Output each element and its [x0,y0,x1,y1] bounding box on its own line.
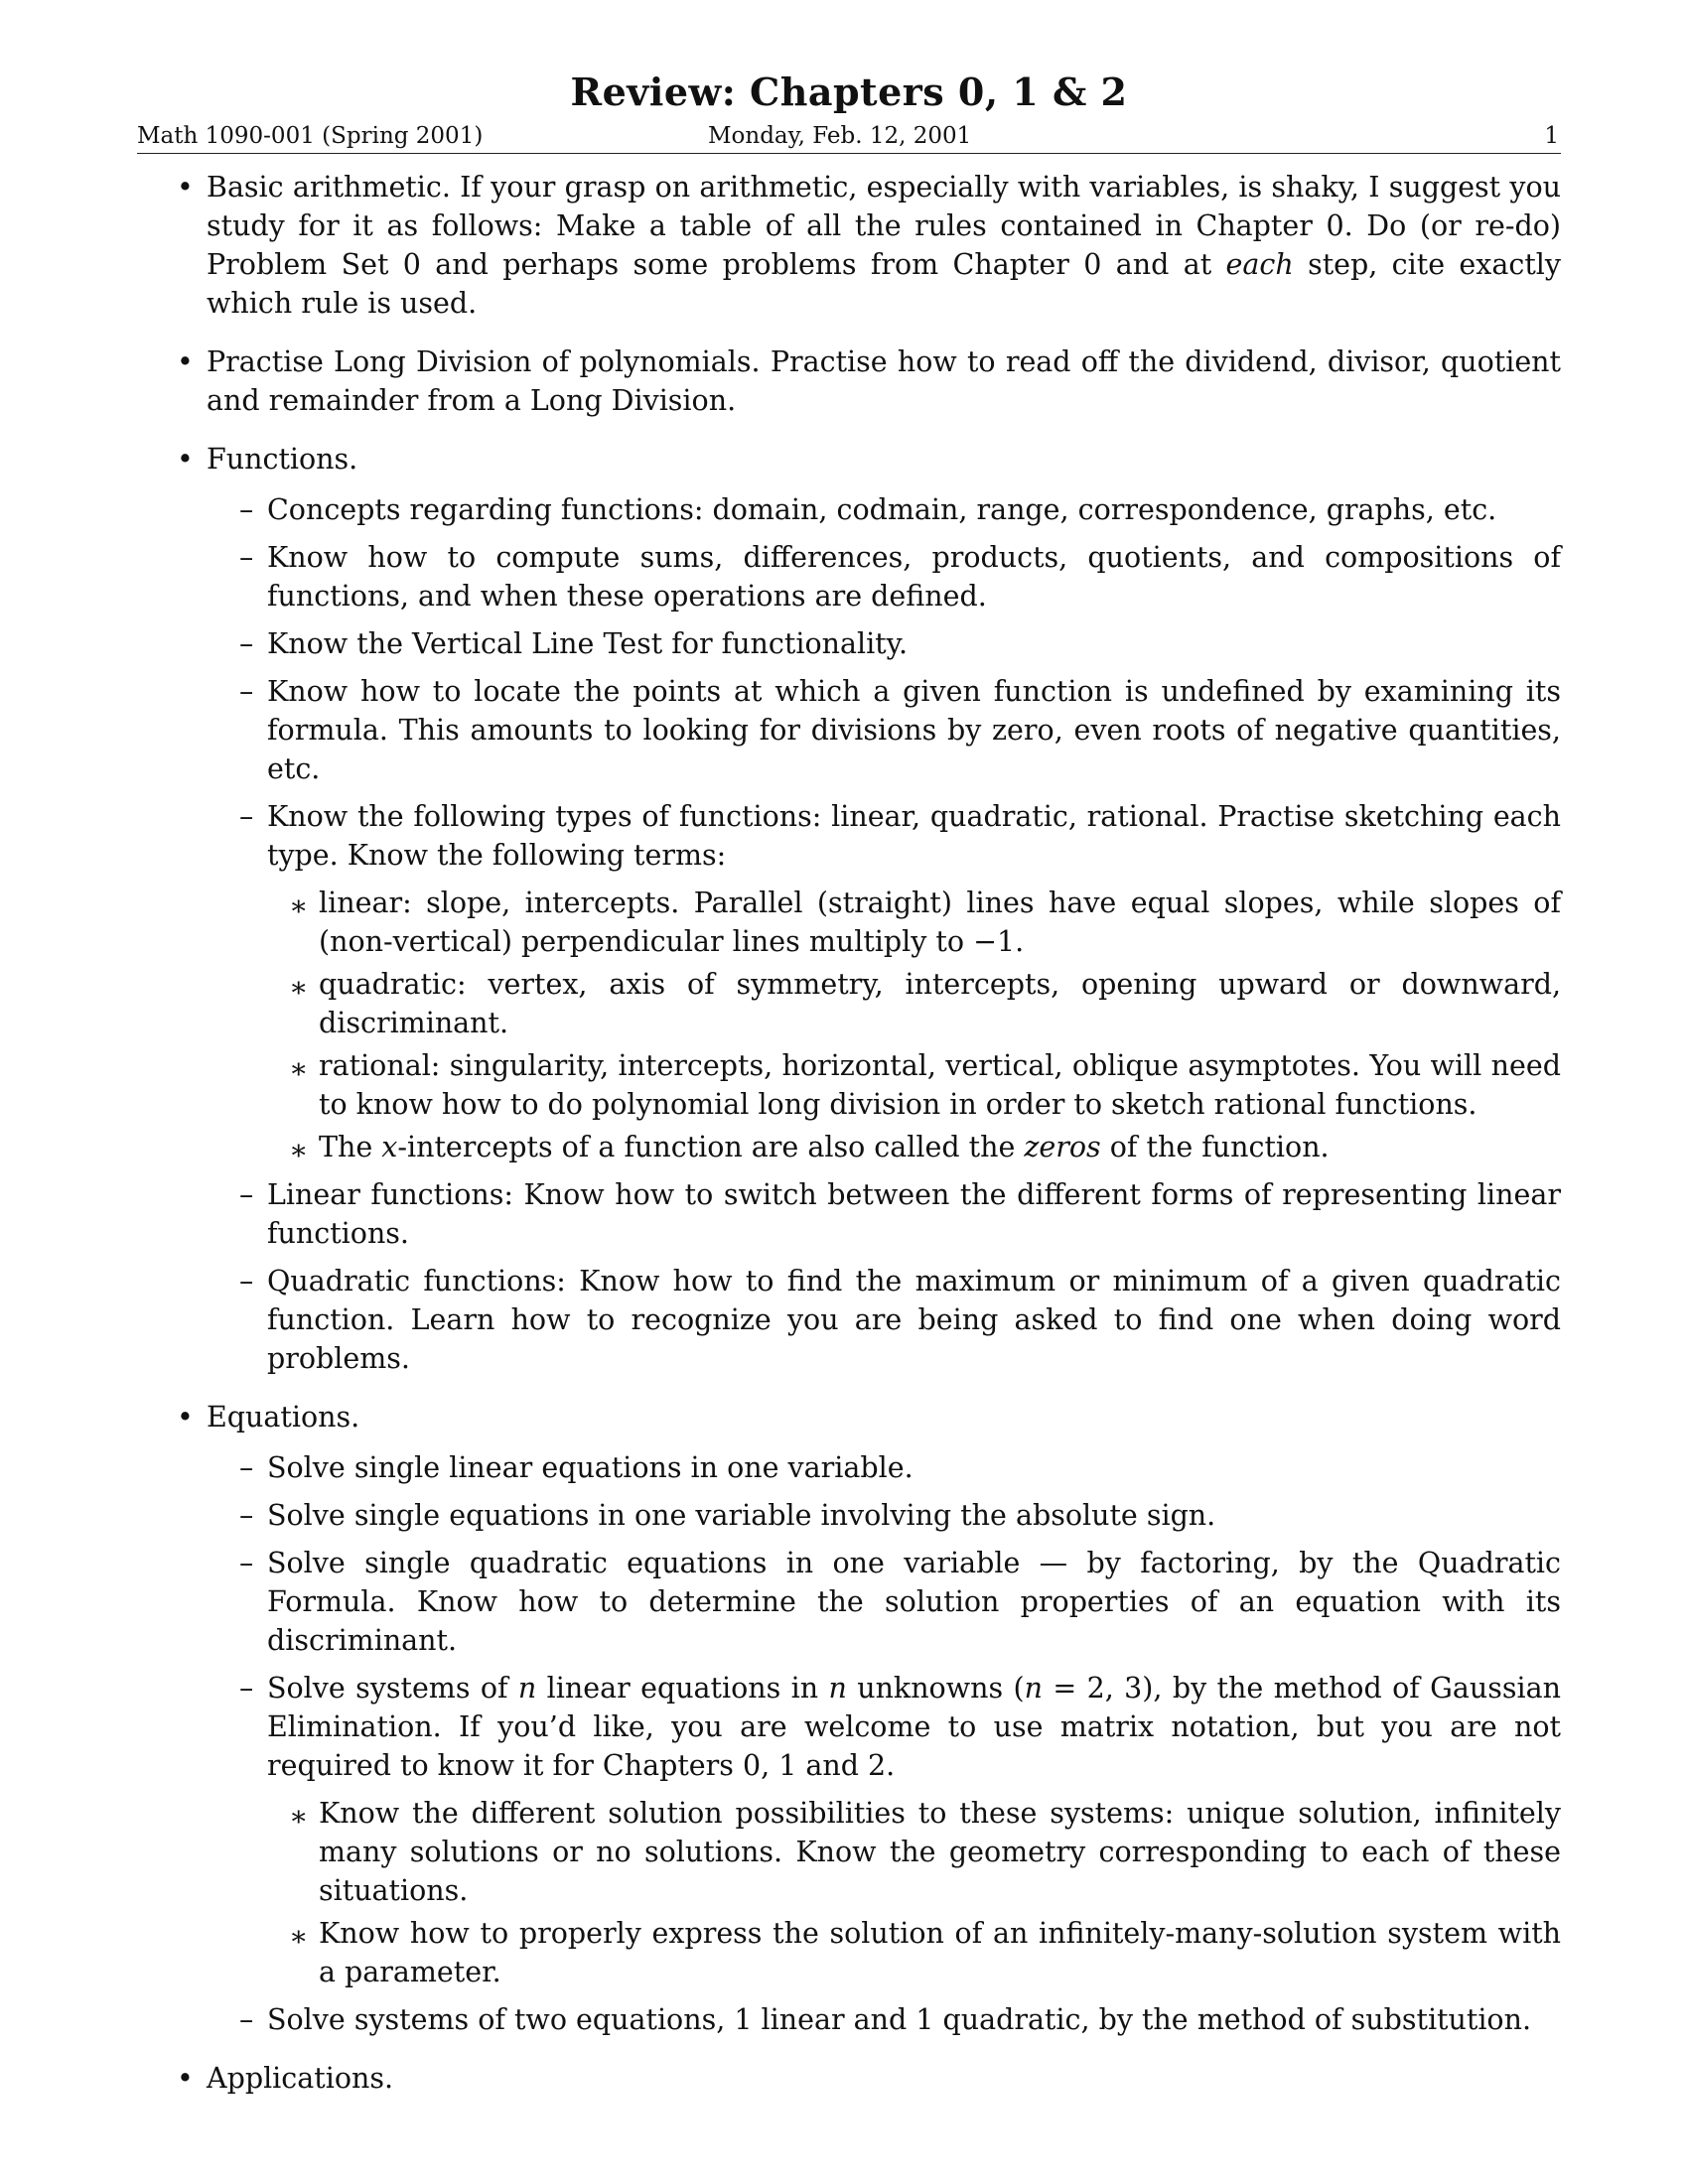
topic-functions [137,440,1561,1378]
topic-long-division [137,342,1561,420]
system-subitems-list [267,1794,1561,1991]
list-item: – Know the following types of functions: linear, quadratic, rational. Practise sketching each type. Know the following terms: ∗ linear: slope, intercepts. Parallel (straight) lines have equal slopes, while slopes of (non-vertical) perpendicular lines multiply to −1. ∗ quadratic: vertex, axis of symmetry, intercepts, opening upward or downward, discriminant. ∗ rational: singularity, intercepts, horizontal, vertical, oblique asymptotes. You will need to know how to do polynomial long division in order to sketch rational functions. ∗ The x-intercepts of a function are also called the zeros of the function. [239,800,1561,1166]
document-page [137,69,1561,2098]
page-title: Review: Chapters 0, 1 & 2 [570,69,1128,114]
list-item: – Know the Vertical Line Test for functionality. [239,627,909,660]
topic-applications [137,2059,1561,2098]
page-number: 1 [1544,123,1559,149]
term-zeros: ∗ The x-intercepts of a function are also called the zeros of the function. [289,1131,1330,1166]
list-item: – Solve single linear equations in one variable. [239,1451,914,1484]
list-item: – Know how to compute sums, differences, products, quotients, and compositions of functions, and when these operations are defined. [239,541,1561,613]
date-label: Monday, Feb. 12, 2001 [708,123,972,149]
topic-equations [137,1398,1561,2039]
bullet-marker: • [177,443,194,476]
list-item: ∗ Know the different solution possibilities to these systems: unique solution, infinitely many solutions or no solutions. Know the geometry corresponding to each of these situations. [289,1797,1561,1907]
list-item: – Solve systems of n linear equations in n unknowns (n = 2, 3), by the method of Gaussian Elimination. If you’d like, you are welcome to use matrix notation, but you are not required to know it for Chapters 0, 1 and 2. ∗ Know the different solution possibilities to these systems: unique solution, infinitely many solutions or no solutions. Know the geometry corresponding to each of these situations. ∗ Know how to properly express the solution of an infinitely-many-solution system with a parameter. [207,1669,1561,1991]
bullet-marker: • [177,2062,194,2095]
topic-arithmetic [137,168,1561,323]
equations-list [207,1448,1561,2039]
term-quadratic: ∗ quadratic: vertex, axis of symmetry, intercepts, opening upward or downward, discriminant. [289,968,1561,1039]
term-rational: ∗ rational: singularity, intercepts, horizontal, vertical, oblique asymptotes. You will need to know how to do polynomial long division in order to sketch rational functions. [289,1049,1561,1121]
list-item: ∗ Know how to properly express the solution of an infinitely-many-solution system with a parameter. [289,1917,1561,1988]
functions-list [207,490,1561,1378]
review-content [137,168,1561,2098]
bullet-marker: • [177,345,194,378]
term-linear: ∗ linear: slope, intercepts. Parallel (straight) lines have equal slopes, while slopes of (non-vertical) perpendicular lines multiply to −1. [289,887,1561,958]
running-header [137,119,1561,154]
list-item: – Solve single equations in one variable involving the absolute sign. [239,1499,1216,1532]
list-item: – Linear functions: Know how to switch between the different forms of representing linear functions. [239,1178,1561,1250]
list-item: – Solve systems of two equations, 1 linear and 1 quadratic, by the method of substitution. [239,2003,1532,2036]
list-item: – Solve single quadratic equations in one variable — by factoring, by the Quadratic Formula. Know how to determine the solution properties of an equation with its discriminant. [239,1547,1561,1657]
list-item: – Know how to locate the points at which a given function is undefined by examining its formula. This amounts to looking for divisions by zero, even roots of negative quantities, etc. [239,675,1561,785]
list-item: – Quadratic functions: Know how to find the maximum or minimum of a given quadratic function. Learn how to recognize you are being asked to find one when doing word problems. [239,1265,1561,1375]
applications-heading: Applications. [207,2062,394,2095]
bullet-marker: • [177,1401,194,1433]
bullet-marker: • [177,171,194,204]
topic-list [137,168,1561,2098]
equations-heading: Equations. [207,1401,360,1433]
course-label: Math 1090-001 (Spring 2001) [137,123,484,149]
list-item: – Concepts regarding functions: domain, codmain, range, correspondence, graphs, etc. [239,493,1497,526]
function-terms-list [267,884,1561,1166]
functions-heading: Functions. [207,443,358,476]
long-division-text: Practise Long Division of polynomials. Practise how to read off the dividend, divisor, quotient and remainder from a Long Division. [207,345,1561,417]
arithmetic-text: Basic arithmetic. If your grasp on arithmetic, especially with variables, is shaky, I suggest you study for it as follows: Make a table of all the rules contained in Chapter 0. Do (or re-do) Problem Set 0 and perhaps some problems from Chapter 0 and at each step, cite exactly which rule is used. [207,171,1561,320]
